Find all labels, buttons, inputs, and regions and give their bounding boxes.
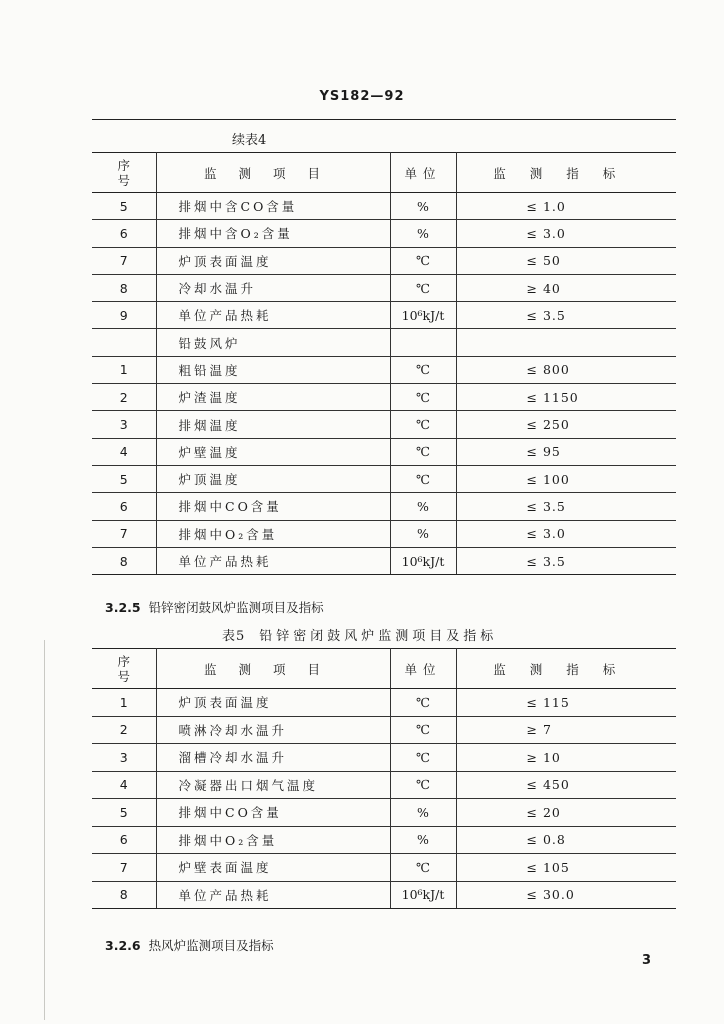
table4-continued-label: 续表4 bbox=[232, 133, 267, 148]
row-unit: ℃ bbox=[390, 771, 456, 799]
row-item: 排烟中CO含量 bbox=[156, 493, 390, 520]
section-number: 3.2.5 bbox=[105, 600, 141, 615]
page-number: 3 bbox=[642, 953, 652, 968]
row-value: ≤ 50 bbox=[456, 247, 676, 274]
row-item: 排烟温度 bbox=[156, 411, 390, 438]
table-row bbox=[92, 799, 676, 827]
row-no: 6 bbox=[92, 493, 156, 520]
row-item: 炉顶表面温度 bbox=[156, 689, 390, 717]
header-no bbox=[92, 649, 156, 689]
row-value: ≤ 1.0 bbox=[456, 193, 676, 220]
row-unit: % bbox=[390, 799, 456, 827]
row-no: 7 bbox=[92, 247, 156, 274]
row-unit: ℃ bbox=[390, 411, 456, 438]
row-value: ≤ 105 bbox=[456, 854, 676, 882]
row-unit: ℃ bbox=[390, 854, 456, 882]
standard-code: YS182—92 bbox=[319, 89, 405, 104]
row-item: 单位产品热耗 bbox=[156, 547, 390, 574]
table4 bbox=[92, 152, 676, 575]
table-row bbox=[92, 493, 676, 520]
row-no: 7 bbox=[92, 520, 156, 547]
row-item: 单位产品热耗 bbox=[156, 302, 390, 329]
row-value: ≤ 3.0 bbox=[456, 520, 676, 547]
table-row bbox=[92, 771, 676, 799]
row-value: ≥ 7 bbox=[456, 716, 676, 744]
table-row bbox=[92, 193, 676, 220]
row-item: 炉渣温度 bbox=[156, 384, 390, 411]
row-item: 排烟中CO含量 bbox=[156, 799, 390, 827]
row-no: 9 bbox=[92, 302, 156, 329]
header-item: 监测项目 bbox=[156, 153, 390, 193]
table5-header-row bbox=[92, 649, 676, 689]
section-title: 铅锌密闭鼓风炉监测项目及指标 bbox=[148, 600, 324, 615]
header-no-label: 序号 bbox=[117, 157, 130, 188]
table5-title-text: 铅锌密闭鼓风炉监测项目及指标 bbox=[259, 629, 498, 644]
header-unit: 单位 bbox=[390, 649, 456, 689]
row-unit: 10⁶kJ/t bbox=[390, 302, 456, 329]
row-unit: % bbox=[390, 193, 456, 220]
table5-number: 表5 bbox=[222, 629, 246, 644]
row-no: 6 bbox=[92, 826, 156, 854]
row-no: 3 bbox=[92, 744, 156, 772]
section-number: 3.2.6 bbox=[105, 938, 141, 953]
row-value: ≤ 800 bbox=[456, 356, 676, 383]
row-value: ≤ 115 bbox=[456, 689, 676, 717]
table5-title bbox=[222, 625, 497, 644]
row-value: ≤ 3.0 bbox=[456, 220, 676, 247]
row-value: ≤ 3.5 bbox=[456, 493, 676, 520]
row-unit: ℃ bbox=[390, 465, 456, 492]
table-row bbox=[92, 520, 676, 547]
row-unit: ℃ bbox=[390, 716, 456, 744]
row-item: 单位产品热耗 bbox=[156, 881, 390, 909]
row-unit: ℃ bbox=[390, 274, 456, 301]
row-unit: ℃ bbox=[390, 689, 456, 717]
row-value: ≥ 10 bbox=[456, 744, 676, 772]
row-no: 6 bbox=[92, 220, 156, 247]
row-unit: % bbox=[390, 826, 456, 854]
row-no bbox=[92, 329, 156, 356]
header-item: 监测项目 bbox=[156, 649, 390, 689]
table-row bbox=[92, 716, 676, 744]
row-item: 炉壁表面温度 bbox=[156, 854, 390, 882]
row-item: 冷凝器出口烟气温度 bbox=[156, 771, 390, 799]
table4-header-row bbox=[92, 153, 676, 193]
row-value: ≤ 1150 bbox=[456, 384, 676, 411]
row-no: 1 bbox=[92, 689, 156, 717]
row-unit bbox=[390, 329, 456, 356]
row-unit: ℃ bbox=[390, 247, 456, 274]
row-unit: % bbox=[390, 220, 456, 247]
row-item: 炉顶温度 bbox=[156, 465, 390, 492]
row-no: 5 bbox=[92, 193, 156, 220]
row-value: ≥ 40 bbox=[456, 274, 676, 301]
row-no: 8 bbox=[92, 547, 156, 574]
table-row bbox=[92, 302, 676, 329]
table-row bbox=[92, 411, 676, 438]
row-no: 4 bbox=[92, 771, 156, 799]
row-value bbox=[456, 329, 676, 356]
row-unit: % bbox=[390, 520, 456, 547]
header-value: 监测指标 bbox=[456, 153, 676, 193]
row-value: ≤ 450 bbox=[456, 771, 676, 799]
row-no: 3 bbox=[92, 411, 156, 438]
row-unit: ℃ bbox=[390, 356, 456, 383]
row-item: 冷却水温升 bbox=[156, 274, 390, 301]
row-unit: ℃ bbox=[390, 744, 456, 772]
row-value: ≤ 95 bbox=[456, 438, 676, 465]
row-item: 喷淋冷却水温升 bbox=[156, 716, 390, 744]
table-row bbox=[92, 881, 676, 909]
row-no: 8 bbox=[92, 274, 156, 301]
row-no: 4 bbox=[92, 438, 156, 465]
row-item: 铅鼓风炉 bbox=[156, 329, 390, 356]
row-item: 炉顶表面温度 bbox=[156, 247, 390, 274]
table-row bbox=[92, 247, 676, 274]
row-item: 粗铅温度 bbox=[156, 356, 390, 383]
table-row bbox=[92, 438, 676, 465]
row-no: 1 bbox=[92, 356, 156, 383]
header-no bbox=[92, 153, 156, 193]
table5 bbox=[92, 648, 676, 909]
table-row bbox=[92, 689, 676, 717]
row-no: 7 bbox=[92, 854, 156, 882]
table-row bbox=[92, 274, 676, 301]
row-unit: ℃ bbox=[390, 384, 456, 411]
row-unit: 10⁶kJ/t bbox=[390, 547, 456, 574]
row-value: ≤ 0.8 bbox=[456, 826, 676, 854]
row-item: 排烟中O₂含量 bbox=[156, 826, 390, 854]
table-row bbox=[92, 465, 676, 492]
section-3-2-5 bbox=[105, 598, 324, 616]
row-item: 排烟中O₂含量 bbox=[156, 520, 390, 547]
row-unit: % bbox=[390, 493, 456, 520]
table-row bbox=[92, 384, 676, 411]
section-3-2-6 bbox=[105, 936, 274, 954]
table-row bbox=[92, 744, 676, 772]
row-no: 2 bbox=[92, 716, 156, 744]
row-value: ≤ 100 bbox=[456, 465, 676, 492]
row-no: 5 bbox=[92, 465, 156, 492]
row-value: ≤ 3.5 bbox=[456, 547, 676, 574]
row-value: ≤ 250 bbox=[456, 411, 676, 438]
row-item: 炉壁温度 bbox=[156, 438, 390, 465]
table-row bbox=[92, 220, 676, 247]
table-row bbox=[92, 356, 676, 383]
row-no: 2 bbox=[92, 384, 156, 411]
row-unit: ℃ bbox=[390, 438, 456, 465]
row-no: 5 bbox=[92, 799, 156, 827]
row-item: 排烟中含O₂含量 bbox=[156, 220, 390, 247]
section-title: 热风炉监测项目及指标 bbox=[148, 938, 274, 953]
row-value: ≤ 3.5 bbox=[456, 302, 676, 329]
header-no-label: 序号 bbox=[117, 653, 130, 684]
row-item: 溜槽冷却水温升 bbox=[156, 744, 390, 772]
row-unit: 10⁶kJ/t bbox=[390, 881, 456, 909]
table-row bbox=[92, 826, 676, 854]
header-unit: 单位 bbox=[390, 153, 456, 193]
row-no: 8 bbox=[92, 881, 156, 909]
table-row bbox=[92, 854, 676, 882]
table-row bbox=[92, 547, 676, 574]
scan-edge-line bbox=[44, 640, 45, 1020]
row-value: ≤ 30.0 bbox=[456, 881, 676, 909]
row-value: ≤ 20 bbox=[456, 799, 676, 827]
header-rule bbox=[92, 119, 676, 120]
row-item: 排烟中含CO含量 bbox=[156, 193, 390, 220]
header-value: 监测指标 bbox=[456, 649, 676, 689]
table-row bbox=[92, 329, 676, 356]
